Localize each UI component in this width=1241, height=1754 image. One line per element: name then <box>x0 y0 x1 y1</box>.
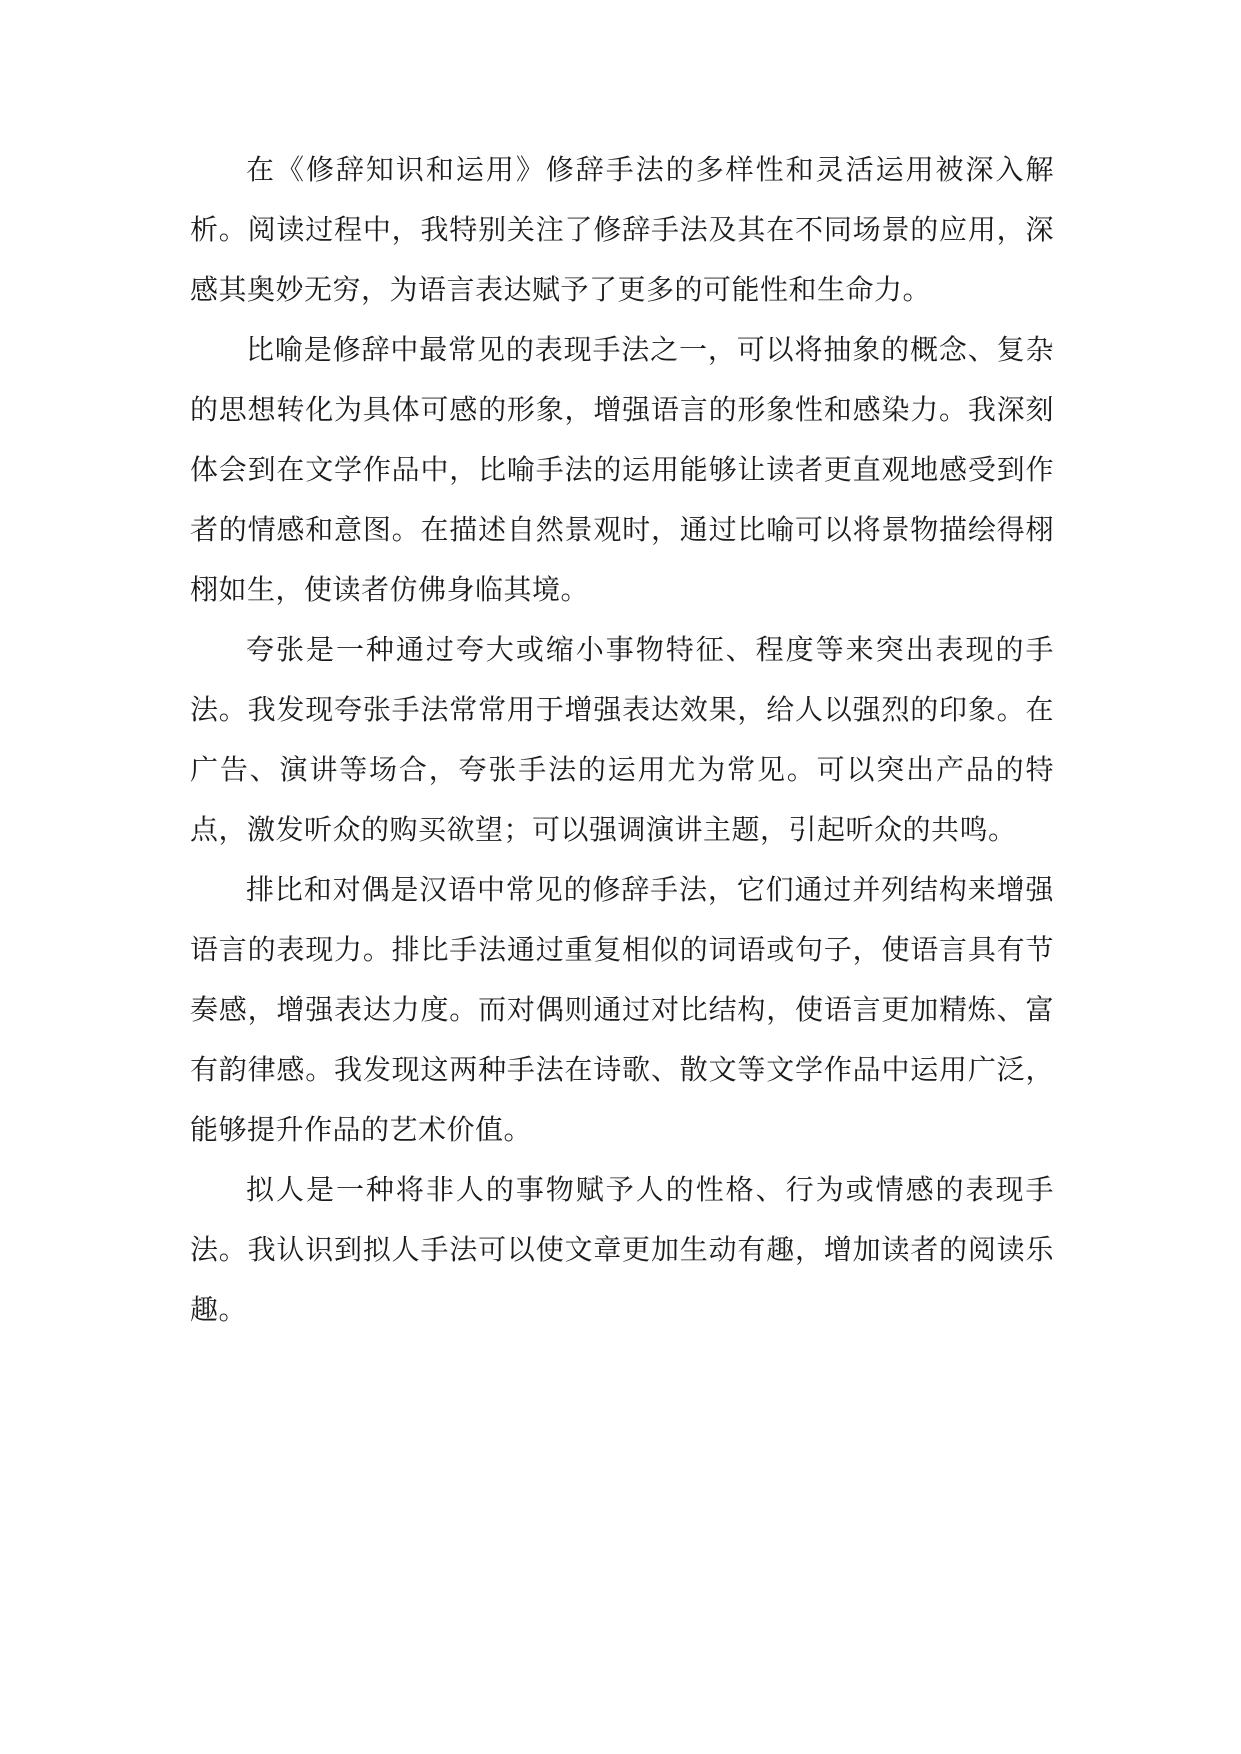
paragraph-personification: 拟人是一种将非人的事物赋予人的性格、行为或情感的表现手法。我认识到拟人手法可以使文章更加生动有趣，增加读者的阅读乐趣。 <box>190 1173 1054 1326</box>
paragraph-hyperbole: 夸张是一种通过夸大或缩小事物特征、程度等来突出表现的手法。我发现夸张手法常常用于增强表达效果，给人以强烈的印象。在广告、演讲等场合，夸张手法的运用尤为常见。可以突出产品的特点，激发听众的购买欲望；可以强调演讲主题，引起听众的共鸣。 <box>190 633 1054 846</box>
paragraph-parallelism: 排比和对偶是汉语中常见的修辞手法，它们通过并列结构来增强语言的表现力。排比手法通过重复相似的词语或句子，使语言具有节奏感，增强表达力度。而对偶则通过对比结构，使语言更加精炼、富有韵律感。我发现这两种手法在诗歌、散文等文学作品中运用广泛，能够提升作品的艺术价值。 <box>190 873 1054 1146</box>
paragraph-metaphor: 比喻是修辞中最常见的表现手法之一，可以将抽象的概念、复杂的思想转化为具体可感的形象，增强语言的形象性和感染力。我深刻体会到在文学作品中，比喻手法的运用能够让读者更直观地感受到作者的情感和意图。在描述自然景观时，通过比喻可以将景物描绘得栩栩如生，使读者仿佛身临其境。 <box>190 333 1054 606</box>
document-body <box>190 140 1054 1340</box>
paragraph-intro: 在《修辞知识和运用》修辞手法的多样性和灵活运用被深入解析。阅读过程中，我特别关注了修辞手法及其在不同场景的应用，深感其奥妙无穷，为语言表达赋予了更多的可能性和生命力。 <box>190 153 1054 306</box>
